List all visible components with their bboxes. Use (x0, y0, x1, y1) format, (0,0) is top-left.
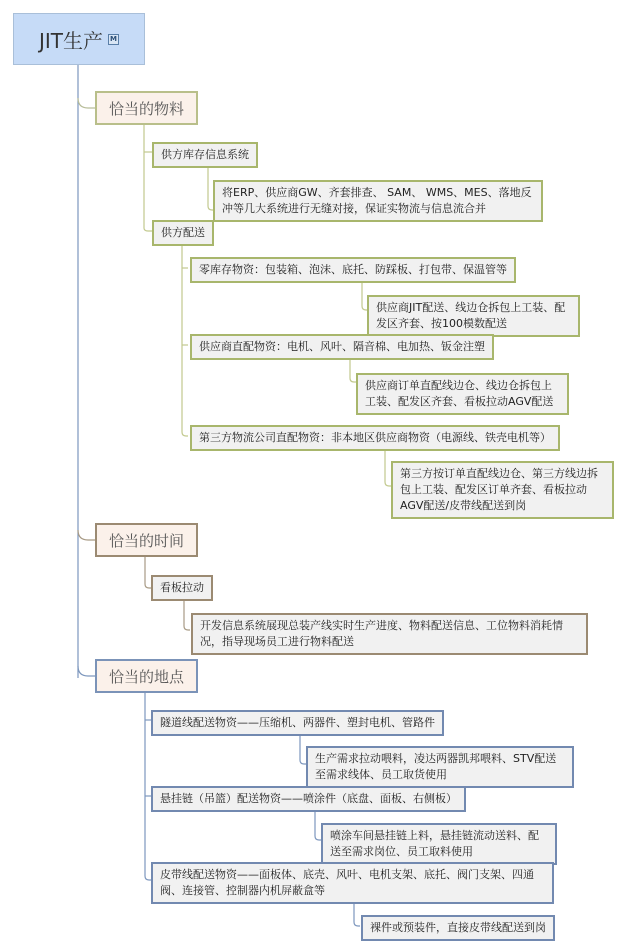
node-zero-inventory-materials[interactable] (190, 257, 516, 283)
detail-system-integration[interactable] (213, 180, 543, 222)
detail-supplier-order-delivery[interactable] (356, 373, 569, 415)
node-belt-line-materials[interactable] (151, 862, 554, 904)
topic-right-time[interactable] (95, 523, 198, 557)
detail-text: 开发信息系统展现总装产线实时生产进度、物料配送信息、工位物料消耗情况，指导现场员工进行物料配送 (200, 619, 563, 648)
root-title: JIT生产 (38, 28, 103, 53)
node-label: 供应商直配物资：电机、风叶、隔音棉、电加热、钣金注塑 (199, 340, 485, 353)
detail-text: 供应商JIT配送、线边仓拆包上工装、配发区齐套、按100模数配送 (376, 301, 566, 330)
root-topic[interactable] (13, 13, 145, 65)
detail-text: 生产需求拉动喂料，凌达两器凯邦喂料、STV配送至需求线体、员工取货使用 (315, 752, 557, 781)
detail-belt-line-delivery[interactable] (361, 915, 555, 941)
topic-label: 恰当的地点 (109, 667, 185, 686)
node-third-party-materials[interactable] (190, 425, 560, 451)
node-label: 零库存物资：包装箱、泡沫、底托、防踩板、打包带、保温管等 (199, 263, 507, 276)
node-label: 供方库存信息系统 (161, 148, 249, 161)
node-label: 隧道线配送物资——压缩机、两器件、塑封电机、管路件 (160, 716, 435, 729)
node-kanban-pull[interactable] (151, 575, 213, 601)
node-label: 悬挂链（吊篮）配送物资——喷涂件（底盘、面板、右侧板） (160, 792, 457, 805)
detail-text: 喷涂车间悬挂链上料，悬挂链流动送料、配送至需求岗位、员工取料使用 (330, 829, 539, 858)
topic-label: 恰当的时间 (109, 531, 185, 550)
topic-right-place[interactable] (95, 659, 198, 693)
detail-hanging-chain-delivery[interactable] (321, 823, 557, 865)
node-label: 看板拉动 (160, 581, 204, 594)
detail-text: 裸件或预装件，直接皮带线配送到岗 (370, 921, 546, 934)
node-label: 第三方物流公司直配物资：非本地区供应商物资（电源线、铁壳电机等） (199, 431, 551, 444)
node-label: 供方配送 (161, 226, 205, 239)
topic-right-material[interactable] (95, 91, 198, 125)
node-supplier-direct-materials[interactable] (190, 334, 494, 360)
detail-text: 将ERP、供应商GW、齐套排查、 SAM、 WMS、MES、落地反冲等几大系统进行无缝对接，保证实物流与信息流合并 (222, 186, 532, 215)
node-hanging-chain-materials[interactable] (151, 786, 466, 812)
node-supplier-delivery[interactable] (152, 220, 214, 246)
topic-label: 恰当的物料 (109, 99, 185, 118)
memo-icon[interactable]: M (108, 34, 119, 45)
detail-third-party-delivery[interactable] (391, 461, 614, 519)
node-label: 皮带线配送物资——面板体、底壳、风叶、电机支架、底托、阀门支架、四通阀、连接管、控制器内机屏蔽盒等 (160, 868, 534, 897)
node-supplier-inventory-system[interactable] (152, 142, 258, 168)
detail-text: 供应商订单直配线边仓、线边仓拆包上工装、配发区齐套、看板拉动AGV配送 (365, 379, 554, 408)
detail-text: 第三方按订单直配线边仓、第三方线边拆包上工装、配发区订单齐套、看板拉动AGV配送/皮带线配送到岗 (400, 467, 598, 512)
detail-info-system[interactable] (191, 613, 588, 655)
node-tunnel-line-materials[interactable] (151, 710, 444, 736)
detail-tunnel-line-delivery[interactable] (306, 746, 574, 788)
detail-jit-delivery[interactable] (367, 295, 580, 337)
